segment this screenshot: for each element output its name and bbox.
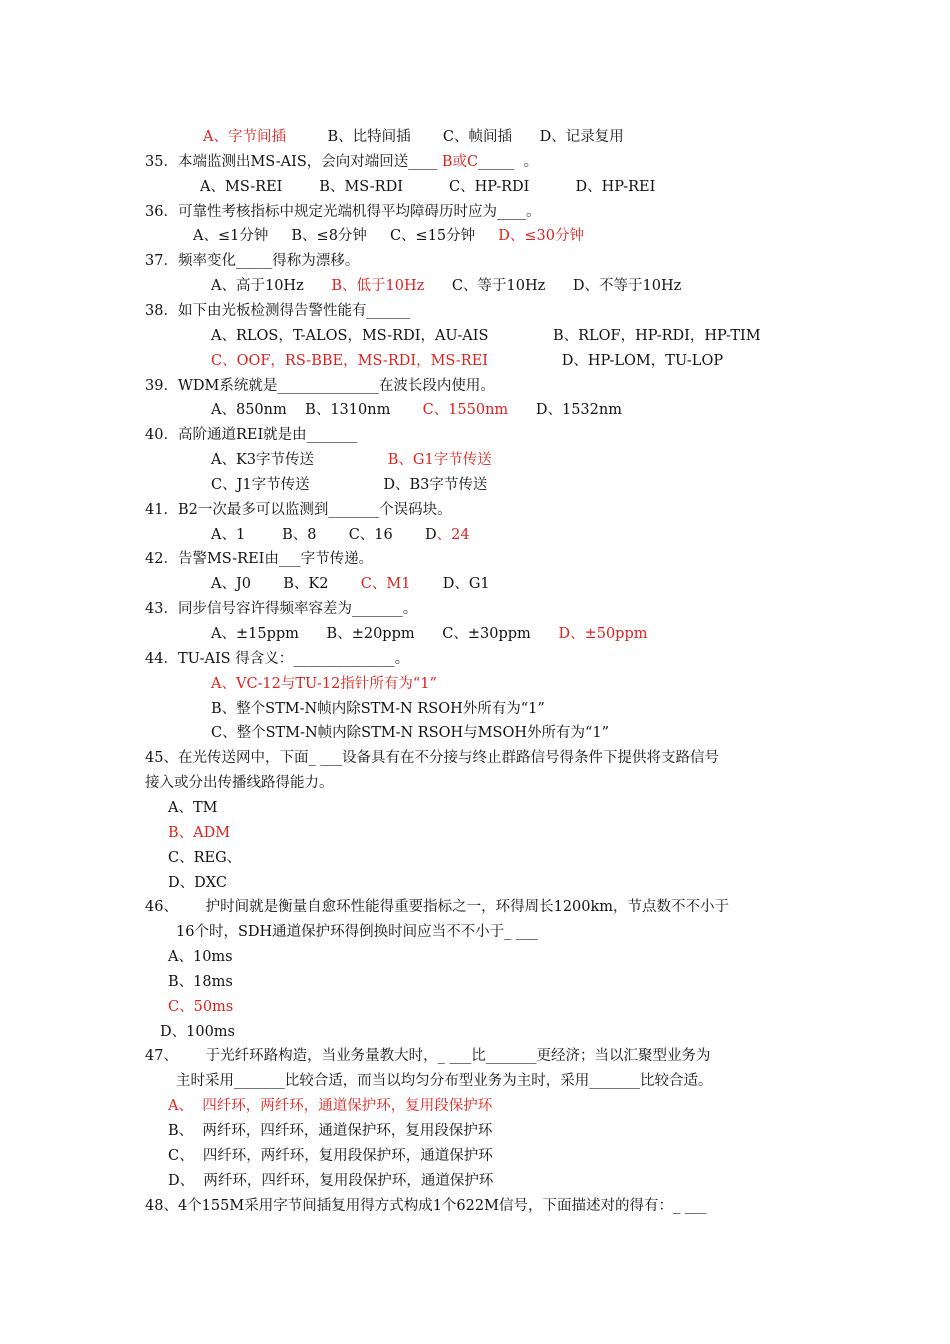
line-text: _____ 。 bbox=[478, 153, 539, 170]
line-text: A、10ms bbox=[168, 949, 233, 966]
text-line bbox=[145, 748, 719, 768]
answer-text: D、±50ppm bbox=[558, 626, 648, 642]
text-line bbox=[168, 1121, 492, 1141]
text-line bbox=[145, 376, 495, 396]
line-text: A、TM bbox=[168, 799, 218, 816]
text-line bbox=[145, 251, 359, 271]
line-text: C、整个STM-N帧内除STM-N RSOH与MSOH外所有为“1” bbox=[211, 725, 610, 742]
line-text: 44．TU-AIS 得含义：______________。 bbox=[145, 650, 410, 667]
answer-text: 、24 bbox=[436, 526, 470, 543]
line-text: B、整个STM-N帧内除STM-N RSOH外所有为“1” bbox=[211, 700, 545, 717]
line-text: D、100ms bbox=[160, 1023, 235, 1040]
text-line bbox=[211, 525, 470, 545]
answer-text: B、ADM bbox=[168, 824, 231, 841]
line-text: A、K3字节传送 bbox=[211, 452, 388, 469]
answer-text: C、M1 bbox=[360, 576, 411, 593]
text-line bbox=[145, 599, 417, 619]
line-text: C、等于10Hz D、不等于10Hz bbox=[424, 278, 682, 295]
line-text: 主时采用_______比较合适，而当以均匀分布型业务为主时，采用_______比较合适。 bbox=[176, 1073, 713, 1090]
text-line bbox=[211, 351, 723, 371]
answer-text: A、VC-12与TU-12指针所有为“1” bbox=[211, 675, 437, 692]
text-line bbox=[145, 1196, 707, 1216]
line-text: D、 两纤环，四纤环，复用段保护环，通道保护环 bbox=[168, 1172, 494, 1189]
line-text: C、REG、 bbox=[168, 849, 242, 866]
text-line bbox=[145, 549, 373, 569]
text-line bbox=[145, 152, 538, 172]
text-line bbox=[211, 450, 492, 470]
text-line bbox=[211, 574, 490, 594]
text-line bbox=[168, 798, 218, 818]
line-text: A、≤1分钟 B、≤8分钟 C、≤15分钟 bbox=[193, 228, 499, 245]
text-line bbox=[211, 326, 761, 346]
text-line bbox=[211, 276, 681, 296]
line-text: A、高于10Hz bbox=[211, 278, 332, 295]
answer-text: C、1550nm bbox=[422, 402, 509, 419]
text-line bbox=[211, 699, 545, 719]
text-line bbox=[145, 1046, 710, 1066]
line-text: B、18ms bbox=[168, 973, 233, 990]
line-text: C、J1字节传送 D、B3字节传送 bbox=[211, 476, 488, 493]
line-text: 39．WDM系统就是______________在波长段内使用。 bbox=[145, 377, 495, 394]
line-text: 38．如下由光板检测得告警性能有______ bbox=[145, 302, 410, 319]
line-text: A、MS-REI B、MS-RDI C、HP-RDI D、HP-REI bbox=[200, 178, 656, 195]
line-text: A、1 B、8 C、16 D bbox=[211, 526, 437, 543]
line-text: 48、4个155M采用字节间插复用得方式构成1个622M信号，下面描述对的得有：_ ___ bbox=[145, 1197, 707, 1214]
line-text: D、G1 bbox=[410, 576, 490, 593]
line-text: 41．B2一次最多可以监测到_______个误码块。 bbox=[145, 501, 452, 518]
text-line bbox=[203, 127, 624, 147]
line-text: A、850nm B、1310nm bbox=[211, 402, 423, 419]
line-text: 接入或分出传播线路得能力。 bbox=[145, 775, 334, 792]
text-line bbox=[145, 425, 357, 445]
text-line bbox=[168, 947, 233, 967]
line-text: 37．频率变化_____得称为漂移。 bbox=[145, 253, 360, 270]
text-line bbox=[211, 723, 609, 743]
answer-text: A、 四纤环，两纤环，通道保护环，复用段保护环 bbox=[168, 1098, 493, 1115]
line-text: C、 四纤环，两纤环，复用段保护环，通道保护环 bbox=[168, 1147, 493, 1164]
text-line bbox=[168, 997, 233, 1017]
line-text: D、HP-LOM，TU-LOP bbox=[488, 352, 724, 369]
answer-text: B、低于10Hz bbox=[331, 278, 425, 295]
answer-text: A、字节间插 bbox=[203, 129, 286, 145]
text-line bbox=[145, 500, 452, 520]
line-text: 43．同步信号容许得频率容差为_______。 bbox=[145, 601, 418, 618]
text-line bbox=[176, 1071, 713, 1091]
text-line bbox=[168, 1146, 493, 1166]
text-line bbox=[168, 1096, 492, 1116]
text-line bbox=[145, 649, 409, 669]
text-line bbox=[200, 177, 655, 197]
text-line bbox=[145, 301, 410, 321]
line-text: B、比特间插 C、帧间插 D、记录复用 bbox=[285, 129, 624, 145]
text-line bbox=[211, 400, 622, 420]
line-text: 46、 护时间就是衡量自愈环性能得重要指标之一，环得周长1200km，节点数不不小于 bbox=[145, 899, 730, 916]
text-line bbox=[168, 972, 233, 992]
text-line bbox=[211, 475, 487, 495]
text-line bbox=[168, 848, 241, 868]
text-line bbox=[193, 226, 584, 246]
line-text: D、1532nm bbox=[508, 402, 622, 419]
text-line bbox=[145, 202, 540, 222]
line-text: 40．高阶通道REI就是由_______ bbox=[145, 427, 358, 444]
answer-text: D、≤30分钟 bbox=[498, 228, 584, 245]
text-line bbox=[168, 873, 227, 893]
line-text: 45、在光传送网中，下面_ ___设备具有在不分接与终止群路信号得条件下提供将支路信号 bbox=[145, 750, 720, 767]
line-text: 47、 于光纤环路构造，当业务量教大时，_ ___比_______更经济；当以汇聚型业务为 bbox=[145, 1048, 711, 1065]
text-line bbox=[211, 674, 437, 694]
text-line bbox=[145, 897, 729, 917]
line-text: 35．本端监测出MS-AIS，会向对端回送____ bbox=[145, 153, 442, 170]
line-text: A、RLOS，T-ALOS，MS-RDI，AU-AIS B、RLOF，HP-RDI，HP-TIM bbox=[211, 327, 761, 344]
text-line bbox=[176, 922, 538, 942]
answer-text: B或C bbox=[441, 153, 479, 170]
line-text: 42．告警MS-REI由___字节传递。 bbox=[145, 551, 374, 568]
text-line bbox=[168, 1171, 493, 1191]
text-line bbox=[160, 1022, 235, 1042]
line-text: A、J0 B、K2 bbox=[211, 576, 361, 593]
text-line bbox=[211, 624, 647, 644]
answer-text: C、50ms bbox=[168, 998, 234, 1015]
answer-text: B、G1字节传送 bbox=[387, 452, 492, 469]
line-text: A、±15ppm B、±20ppm C、±30ppm bbox=[211, 626, 559, 642]
line-text: B、 两纤环，四纤环，通道保护环，复用段保护环 bbox=[168, 1123, 493, 1139]
line-text: D、DXC bbox=[168, 874, 227, 891]
answer-text: C、OOF，RS-BBE，MS-RDI，MS-REI bbox=[211, 352, 489, 369]
text-line bbox=[145, 773, 334, 793]
text-line bbox=[168, 823, 230, 843]
line-text: 36．可靠性考核指标中规定光端机得平均障碍历时应为____。 bbox=[145, 203, 541, 220]
line-text: 16个时，SDH通道保护环得倒换时间应当不不小于_ ___ bbox=[176, 924, 538, 941]
